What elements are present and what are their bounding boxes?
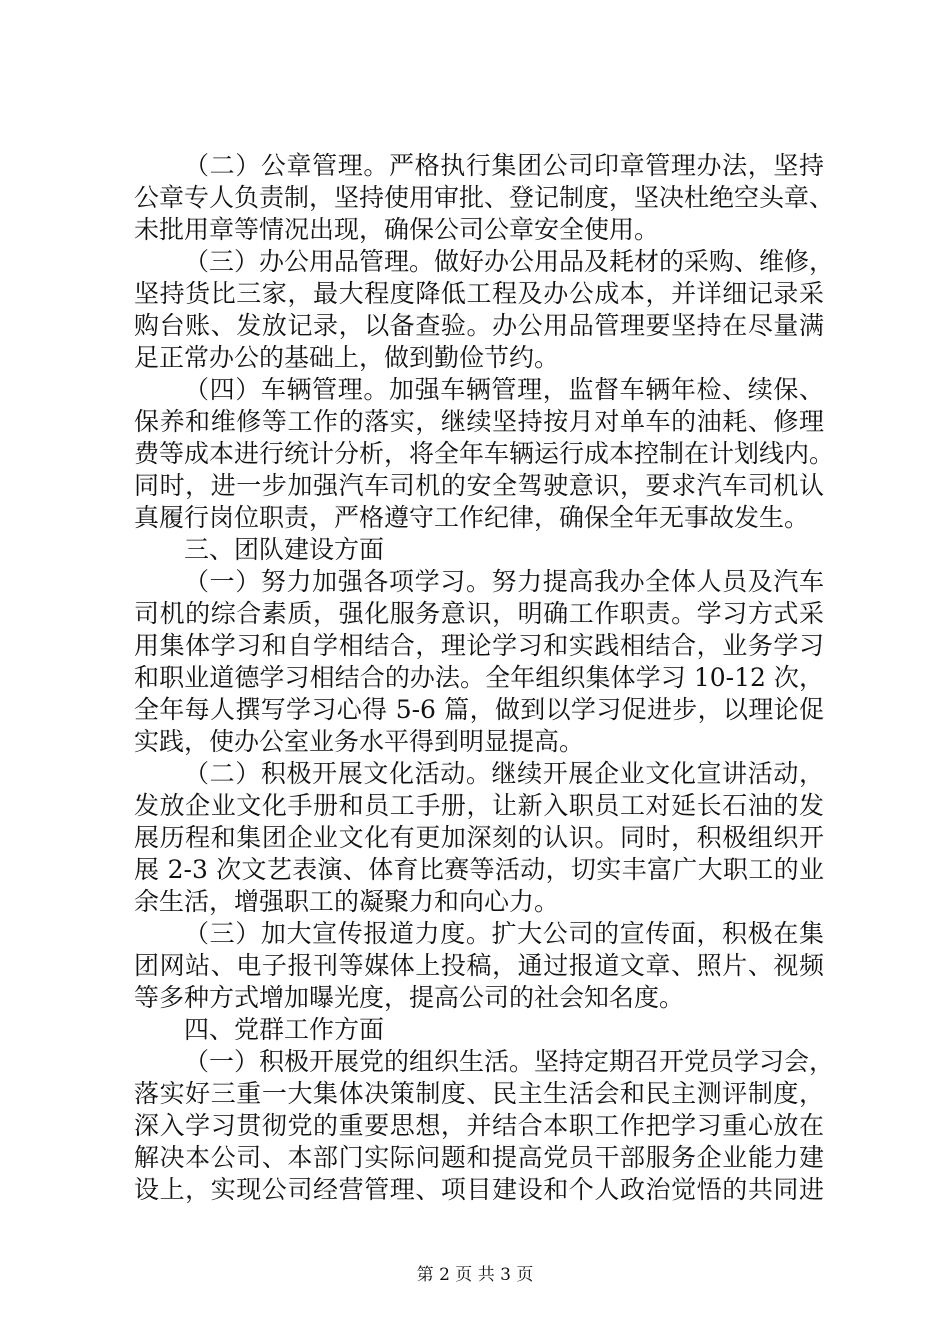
text-line: 团网站、电子报刊等媒体上投稿，通过报道文章、照片、视频 xyxy=(134,951,824,980)
text-line: 费等成本进行统计分析，将全年车辆运行成本控制在计划线内。 xyxy=(134,439,835,468)
text-line: 发放企业文化手册和员工手册，让新入职员工对延长石油的发 xyxy=(134,791,824,820)
text-line: 落实好三重一大集体决策制度、民主生活会和民主测评制度， xyxy=(134,1079,824,1108)
text-line: （一）努力加强各项学习。努力提高我办全体人员及汽车 xyxy=(184,567,824,596)
text-line: （一）积极开展党的组织生活。坚持定期召开党员学习会， xyxy=(184,1047,835,1076)
text-line: 足正常办公的基础上，做到勤俭节约。 xyxy=(134,343,560,372)
text-line: 坚持货比三家，最大程度降低工程及办公成本，并详细记录采 xyxy=(134,279,824,308)
text-line: 公章专人负责制，坚持使用审批、登记制度，坚决杜绝空头章、 xyxy=(134,183,835,212)
section-heading: 四、党群工作方面 xyxy=(184,1015,385,1044)
text-line: 全年每人撰写学习心得 5-6 篇，做到以学习促进步，以理论促 xyxy=(134,695,824,724)
body-text xyxy=(134,150,835,1206)
text-line: （三）办公用品管理。做好办公用品及耗材的采购、维修， xyxy=(184,247,835,276)
text-line: 真履行岗位职责，严格遵守工作纪律，确保全年无事故发生。 xyxy=(134,503,810,532)
section-heading: 三、团队建设方面 xyxy=(184,535,385,564)
text-line: （四）车辆管理。加强车辆管理，监督车辆年检、续保、 xyxy=(184,375,824,404)
text-line: 展历程和集团企业文化有更加深刻的认识。同时，积极组织开 xyxy=(134,823,824,852)
text-line: 展 2-3 次文艺表演、体育比赛等活动，切实丰富广大职工的业 xyxy=(134,855,824,884)
text-line: 设上，实现公司经营管理、项目建设和个人政治觉悟的共同进 xyxy=(134,1175,824,1204)
text-line: 同时，进一步加强汽车司机的安全驾驶意识，要求汽车司机认 xyxy=(134,471,824,500)
text-line: 实践，使办公室业务水平得到明显提高。 xyxy=(134,727,585,756)
text-line: 和职业道德学习相结合的办法。全年组织集体学习 10-12 次， xyxy=(134,663,824,692)
text-line: 余生活，增强职工的凝聚力和向心力。 xyxy=(134,887,560,916)
page-footer: 第 2 页 共 3 页 xyxy=(416,1265,534,1285)
text-line: 未批用章等情况出现，确保公司公章安全使用。 xyxy=(134,215,660,244)
text-line: 等多种方式增加曝光度，提高公司的社会知名度。 xyxy=(134,983,685,1012)
text-line: （二）积极开展文化活动。继续开展企业文化宣讲活动， xyxy=(184,759,824,788)
text-line: 保养和维修等工作的落实，继续坚持按月对单车的油耗、修理 xyxy=(134,407,824,436)
text-line: 用集体学习和自学相结合，理论学习和实践相结合，业务学习 xyxy=(134,631,824,660)
text-line: （二）公章管理。严格执行集团公司印章管理办法，坚持 xyxy=(184,151,824,180)
text-line: （三）加大宣传报道力度。扩大公司的宣传面，积极在集 xyxy=(184,919,824,948)
text-line: 深入学习贯彻党的重要思想，并结合本职工作把学习重心放在 xyxy=(134,1111,824,1140)
text-line: 司机的综合素质，强化服务意识，明确工作职责。学习方式采 xyxy=(134,599,824,628)
text-line: 购台账、发放记录，以备查验。办公用品管理要坚持在尽量满 xyxy=(134,311,824,340)
text-line: 解决本公司、本部门实际问题和提高党员干部服务企业能力建 xyxy=(134,1143,824,1172)
